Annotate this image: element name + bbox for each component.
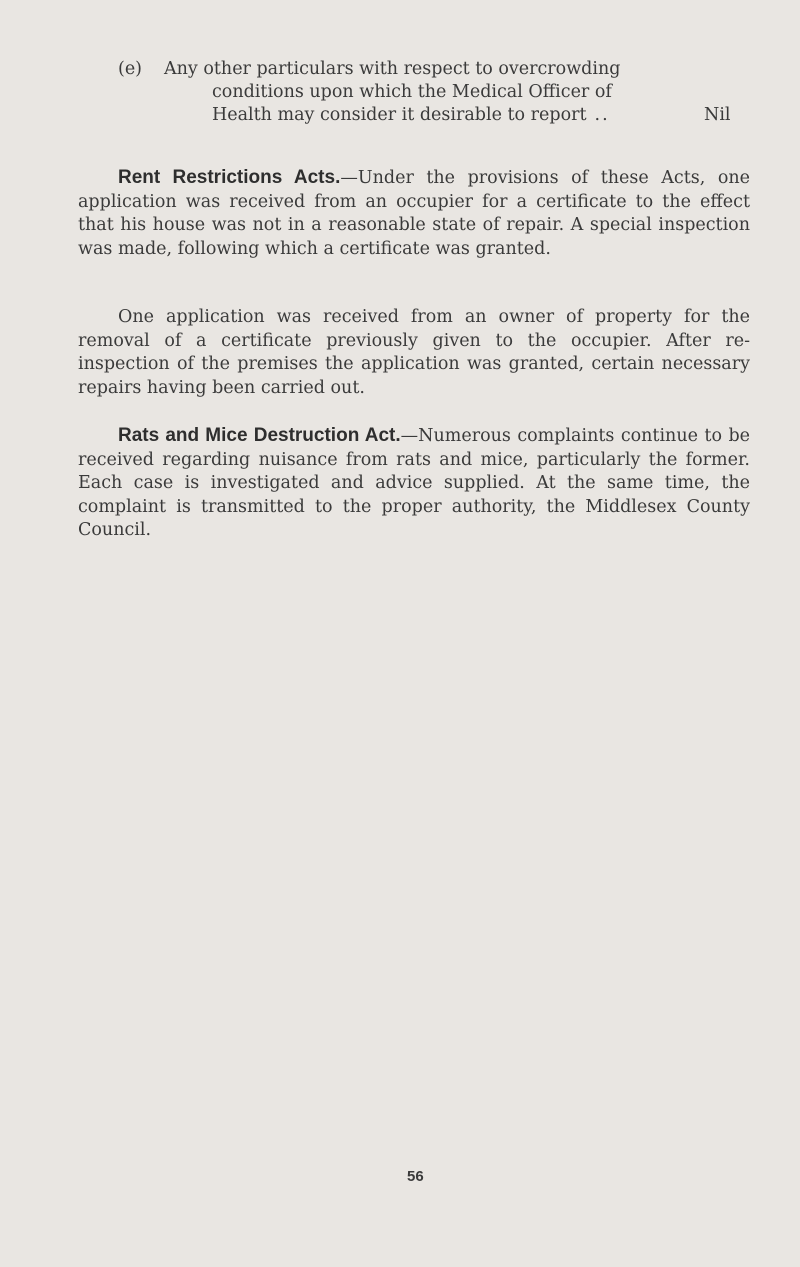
item-line-3	[164, 104, 704, 127]
rent-restrictions-heading: Rent Restrictions Acts.	[118, 167, 341, 188]
rent-restrictions-text: —Under the provisions of these Acts, one application was received from an occupier for a certificate to the effect that his house was not in a reasonable state of repair. A special inspection was made, following which a certificate was granted.	[78, 168, 751, 259]
item-text	[164, 58, 704, 127]
rats-and-mice-paragraph	[78, 424, 750, 543]
item-value: Nil	[704, 105, 731, 125]
item-line-1: Any other particulars with respect to overcrowding	[164, 59, 621, 79]
rent-restrictions-paragraph	[78, 166, 750, 261]
page-number: 56	[407, 1168, 424, 1185]
item-label: (e)	[118, 59, 143, 79]
item-line-2: conditions upon which the Medical Officer of	[212, 82, 612, 102]
owner-application-text: One application was received from an owner of property for the removal of a certificate previously given to the occupier. After re-inspection of the premises the application was granted, certain necessary repairs having been carried out.	[78, 307, 750, 398]
item-line-3-text: Health may consider it desirable to report	[212, 105, 587, 125]
dot-leader: ..	[594, 105, 610, 125]
rats-and-mice-heading: Rats and Mice Destruction Act.	[118, 425, 401, 446]
rats-and-mice-text: —Numerous complaints continue to be received regarding nuisance from rats and mice, particularly the former. Each case is investigated and advice supplied. At the same time, the complaint is transmitted to the proper authority, the Middlesex County Council.	[78, 426, 751, 540]
owner-application-paragraph	[78, 306, 750, 400]
